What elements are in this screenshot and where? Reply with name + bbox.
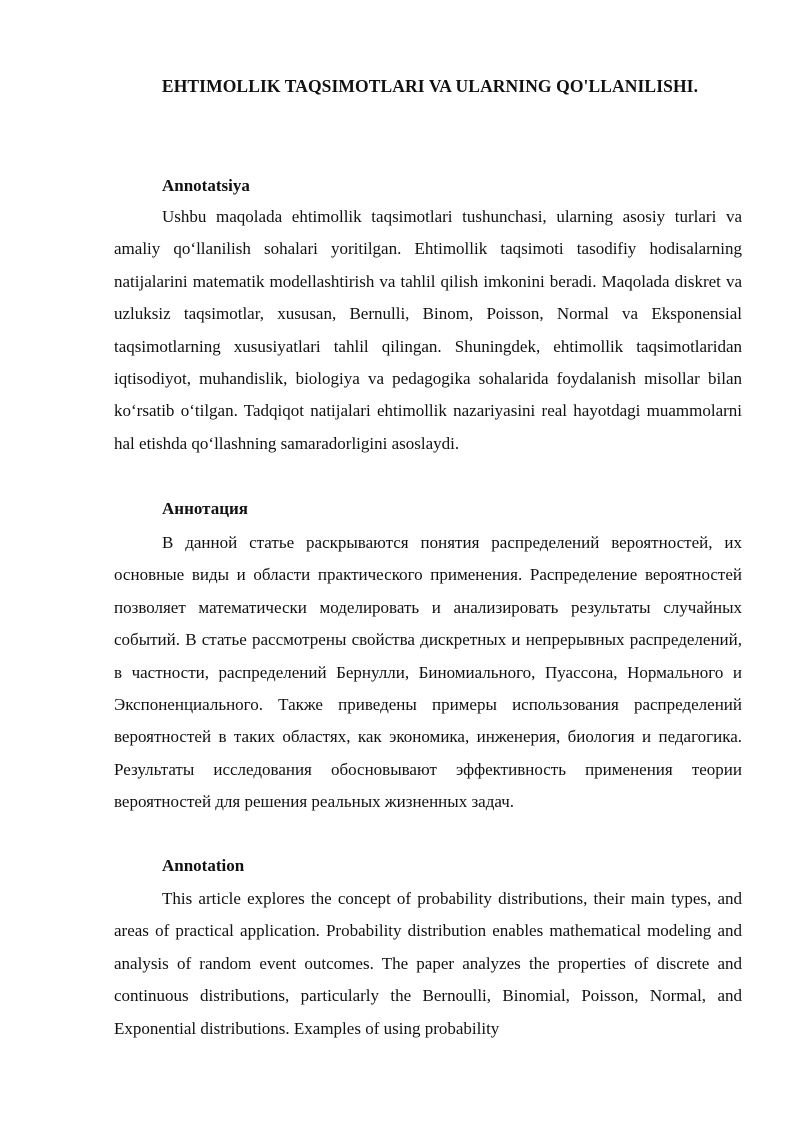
page-title: EHTIMOLLIK TAQSIMOTLARI VA ULARNING QO'LLANILISHI. [161,76,699,96]
abstract-uzbek: Ushbu maqolada ehtimollik taqsimotlari tushunchasi, ularning asosiy turlari va amaliy qo‘llanilish sohalari yoritilgan. Ehtimollik taqsimoti tasodifiy hodisalarning natijalarini matematik modellashtirish va tahlil qilish imkonini beradi. Maqolada diskret va uzluksiz taqsimotlar, xususan, Bernulli, Binom, Poisson, Normal va Eksponensial taqsimotlarning xususiyatlari tahlil qilingan. Shuningdek, ehtimollik taqsimotlaridan iqtisodiyot, muhandislik, biologiya va pedagogika sohalarida foydalanish misollar bilan ko‘rsatib o‘tilgan. Tadqiqot natijalari ehtimollik nazariyasini real hayotdagi muammolarni hal etishda qo‘llashning samaradorligini asoslaydi. [114,207,742,453]
abstract-russian: В данной статье раскрываются понятия распределений вероятностей, их основные виды и области практического применения. Распределение вероятностей позволяет математически моделировать и анализировать результаты случайных событий. В статье рассмотрены свойства дискретных и непрерывных распределений, в частности, распределений Бернулли, Биномиального, Пуассона, Нормального и Экспоненциального. Также приведены примеры использования распределений вероятностей в таких областях, как экономика, инженерия, биология и педагогика. Результаты исследования обосновывают эффективность применения теории вероятностей для решения реальных жизненных задач. [114,533,742,812]
abstract-english: This article explores the concept of probability distributions, their main types, and areas of practical application. Probability distribution enables mathematical modeling and analysis of random event outcomes. The paper analyzes the properties of discrete and continuous distributions, particularly the Bernoulli, Binomial, Poisson, Normal, and Exponential distributions. Examples of using probability [114,889,742,1038]
section-heading-russian: Аннотация [162,499,248,518]
section-heading-english: Annotation [162,856,245,875]
section-heading-uzbek: Annotatsiya [162,176,250,195]
